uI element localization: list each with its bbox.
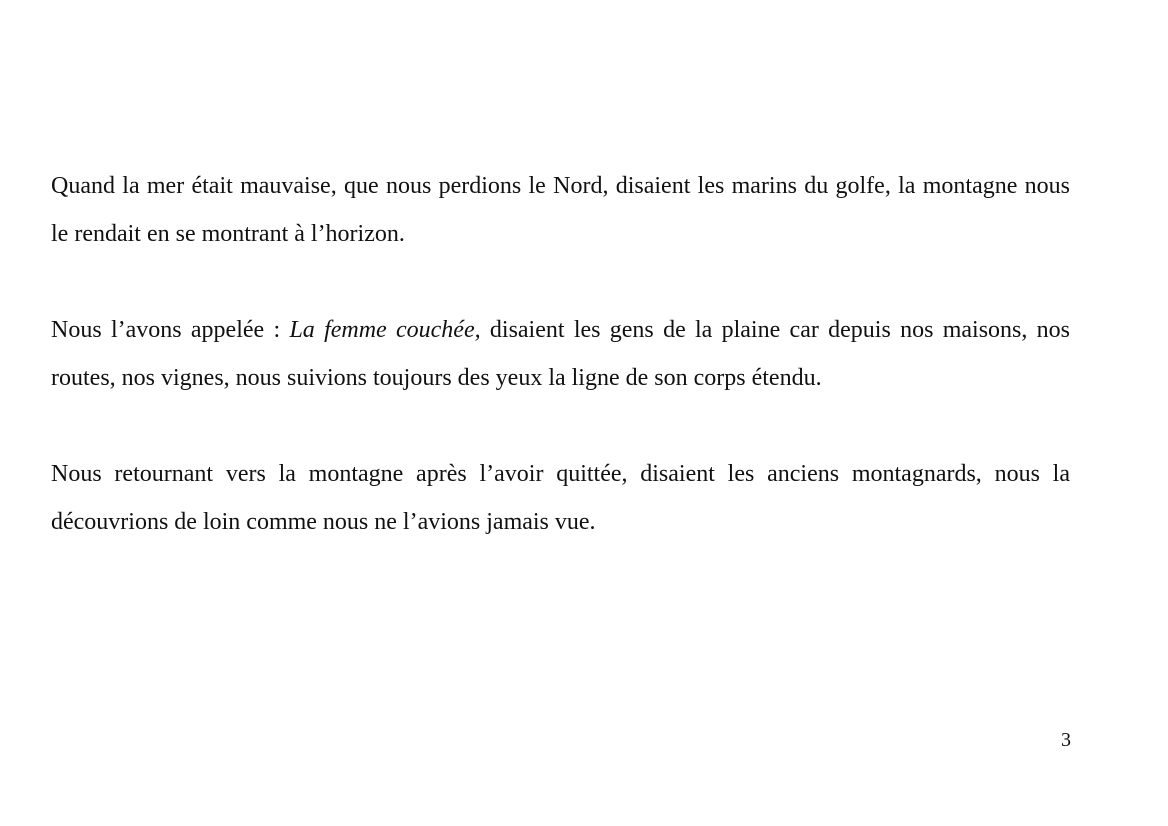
- paragraph-mountaineers: Nous retournant vers la montagne après l’avoir quittée, disaient les anciens montagnards, nous la découvrions de loin comme nous ne l’avions jamais vue.: [51, 461, 1070, 535]
- paragraph-plain-people-intro: Nous l’avons appelée :: [51, 317, 290, 343]
- page-number: 3: [1061, 729, 1071, 751]
- paragraph-plain-people-rest: disaient les gens de la plaine car depuis nos maisons, nos routes, nos vignes, nous suivions toujours des yeux la ligne de son corps étendu.: [51, 317, 1071, 391]
- italic-title-phrase: La femme couchée,: [289, 317, 481, 343]
- body-text: [51, 162, 1070, 546]
- paragraph-plain-people: [51, 306, 1070, 402]
- paragraph-sailors: Quand la mer était mauvaise, que nous perdions le Nord, disaient les marins du golfe, la montagne nous le rendait en se montrant à l’horizon.: [51, 173, 1070, 247]
